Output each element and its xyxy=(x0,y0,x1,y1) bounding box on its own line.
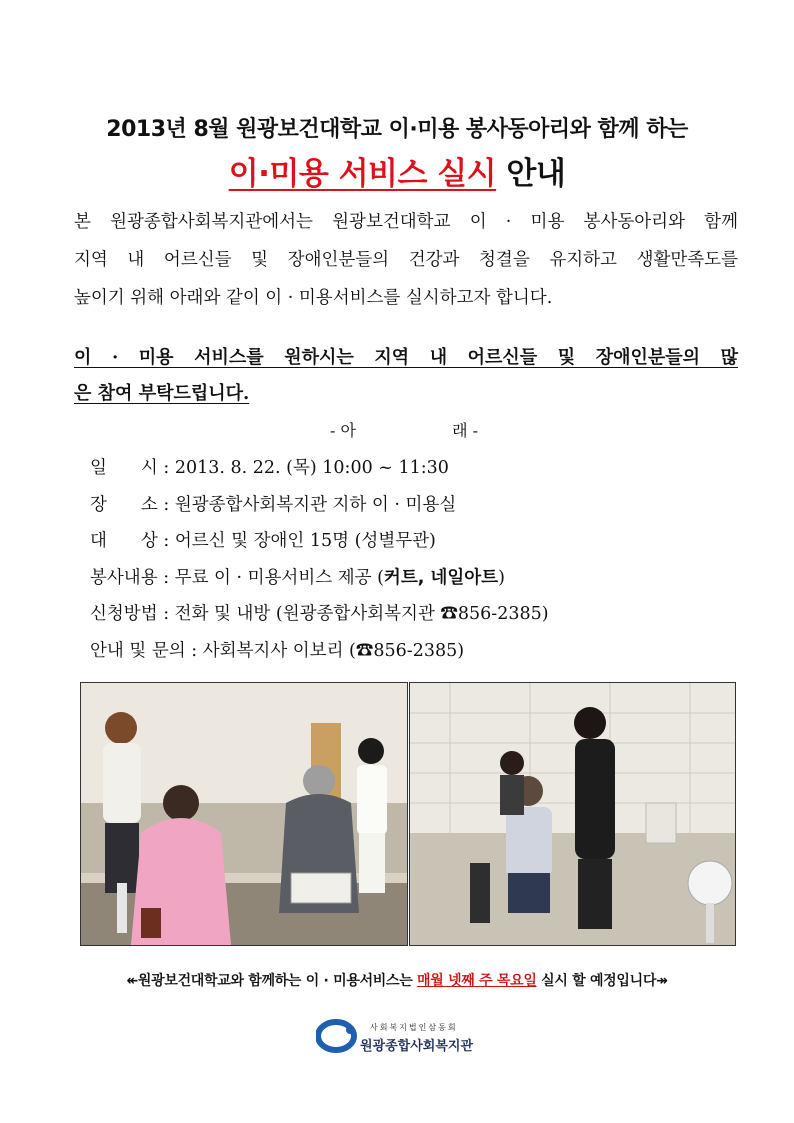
photo-haircut-right xyxy=(409,682,736,946)
date-value: : 2013. 8. 22. (목) 10:00 ~ 11:30 xyxy=(163,458,449,478)
detail-contact xyxy=(90,633,549,670)
ahrae-left: - 아 xyxy=(330,421,356,440)
apply-label: 신청방법 xyxy=(90,604,158,624)
service-value: : 무료 이 · 미용서비스 제공 ( xyxy=(163,567,384,588)
service-end: ) xyxy=(498,567,505,588)
target-value: : 어르신 및 장애인 15명 (성별무관) xyxy=(163,531,436,551)
event-details xyxy=(90,450,549,669)
detail-date xyxy=(90,450,549,487)
place-label-a: 장 xyxy=(90,494,107,515)
detail-service xyxy=(90,560,549,597)
footer-note xyxy=(0,970,794,990)
date-label-b: 시 xyxy=(140,458,158,478)
intro-line: 본 원광종합사회복지관에서는 원광보건대학교 이 · 미용 봉사동아리와 함께 xyxy=(74,212,738,232)
intro-line: 지역 내 어르신들 및 장애인분들의 건강과 청결을 유지하고 생활만족도를 xyxy=(74,250,738,270)
target-label-a: 대 xyxy=(90,531,107,551)
photo-illustration-right xyxy=(410,683,735,945)
footer-prefix: ↞원광보건대학교와 함께하는 이 · 미용서비스는 xyxy=(126,973,418,989)
request-line: 은 참여 부탁드립니다. xyxy=(74,383,250,404)
title-line-2 xyxy=(0,148,794,193)
intro-line: 높이기 위해 아래와 같이 이 · 미용서비스를 실시하고자 합니다. xyxy=(74,288,553,308)
service-bold: 커트, 네일아트 xyxy=(383,567,499,588)
target-label-b: 상 xyxy=(140,531,158,551)
service-label: 봉사내용 xyxy=(90,567,158,588)
detail-place xyxy=(90,487,549,524)
contact-value: : 사회복지사 이보리 (☎856-2385) xyxy=(191,640,465,661)
welfare-center-logo xyxy=(316,1014,526,1058)
title-highlight: 이·미용 서비스 실시 xyxy=(228,156,497,192)
place-label-b: 소 xyxy=(140,494,158,515)
section-heading-ahrae xyxy=(330,418,478,441)
detail-apply xyxy=(90,596,549,633)
footer-suffix: 실시 할 예정입니다↠ xyxy=(536,973,668,989)
footer-highlight: 매월 넷째 주 목요일 xyxy=(417,973,537,989)
photo-haircut-left xyxy=(80,682,408,946)
detail-target xyxy=(90,523,549,560)
request-paragraph xyxy=(74,340,738,412)
apply-value: : 전화 및 내방 (원광종합사회복지관 ☎856-2385) xyxy=(163,604,549,624)
title-suffix: 안내 xyxy=(496,156,566,192)
request-line: 이 · 미용 서비스를 원하시는 지역 내 어르신들 및 장애인분들의 많 xyxy=(74,347,738,368)
place-value: : 원광종합사회복지관 지하 이 · 미용실 xyxy=(163,494,457,515)
contact-label: 안내 및 문의 xyxy=(90,640,186,661)
logo-title: 원광종합사회복지관 xyxy=(360,1039,474,1054)
logo-subtitle: 사회복지법인삼동회 xyxy=(370,1023,458,1032)
date-label-a: 일 xyxy=(90,458,107,478)
title-line-1: 2013년 8월 원광보건대학교 이·미용 봉사동아리와 함께 하는 xyxy=(106,117,688,142)
intro-paragraph xyxy=(74,203,738,317)
logo-emblem-icon xyxy=(316,1018,360,1054)
ahrae-right: 래 - xyxy=(452,421,479,440)
photo-illustration-left xyxy=(81,683,407,945)
